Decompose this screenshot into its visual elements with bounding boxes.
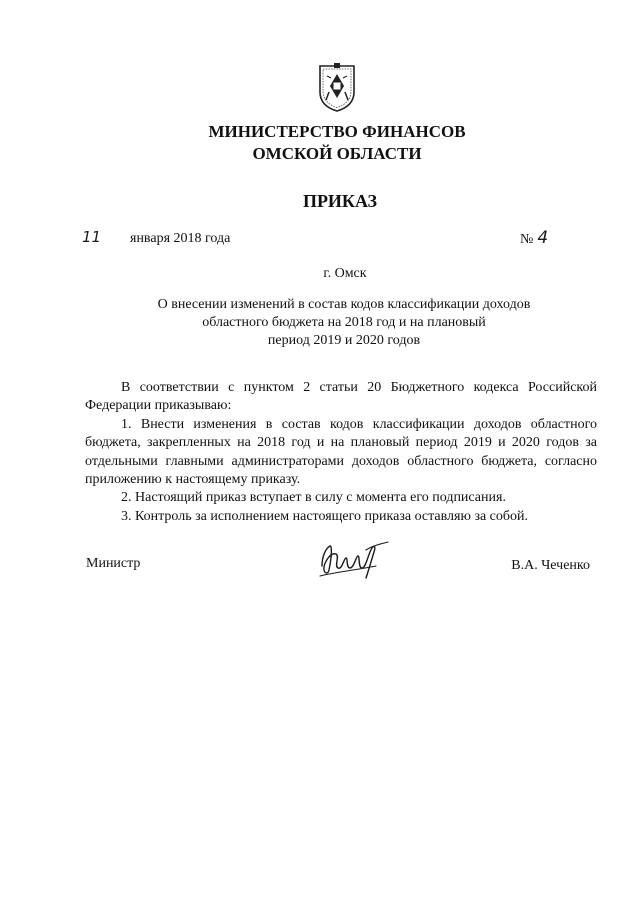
order-date [82, 228, 230, 247]
document-title: ПРИКАЗ [302, 191, 378, 211]
handwritten-number: 4 [537, 228, 549, 248]
subject-line2: областного бюджета на 2018 год и на плановый [202, 315, 486, 330]
city: г. Омск [323, 266, 367, 281]
order-item-2: 2. Настоящий приказ вступает в силу с момента его подписания. [121, 490, 506, 506]
signer-name: В.А. Чеченко [511, 558, 590, 573]
handwritten-signature-icon [316, 536, 396, 584]
order-subject [120, 296, 568, 350]
order-item-3: 3. Контроль за исполнением настоящего приказа оставляю за собой. [121, 508, 529, 524]
number-label: № [520, 232, 534, 247]
handwritten-date-day: 11 [82, 228, 102, 246]
subject-line3: период 2019 и 2020 годов [267, 333, 421, 348]
omsk-coat-of-arms-icon [318, 62, 356, 112]
signer-role: Министр [86, 556, 141, 571]
date-text: января 2018 года [130, 231, 231, 246]
ministry-name-line2: ОМСКОЙ ОБЛАСТИ [252, 144, 422, 163]
subject-line1: О внесении изменений в состав кодов классификации доходов [157, 297, 531, 312]
ministry-name-line1: МИНИСТЕРСТВО ФИНАНСОВ [208, 122, 466, 141]
preamble: В соответствии с пунктом 2 статьи 20 Бюджетного кодекса Российской Федерации приказываю: [85, 380, 597, 414]
order-item-1: 1. Внести изменения в состав кодов классификации доходов областного бюджета, закрепленных на 2018 год и на плановый период 2019 и 2020 годов за отдельными главными администраторами доходов областного бюджета, согласно приложению к настоящему приказу. [85, 416, 597, 488]
order-number [520, 228, 548, 248]
order-body [85, 379, 597, 526]
